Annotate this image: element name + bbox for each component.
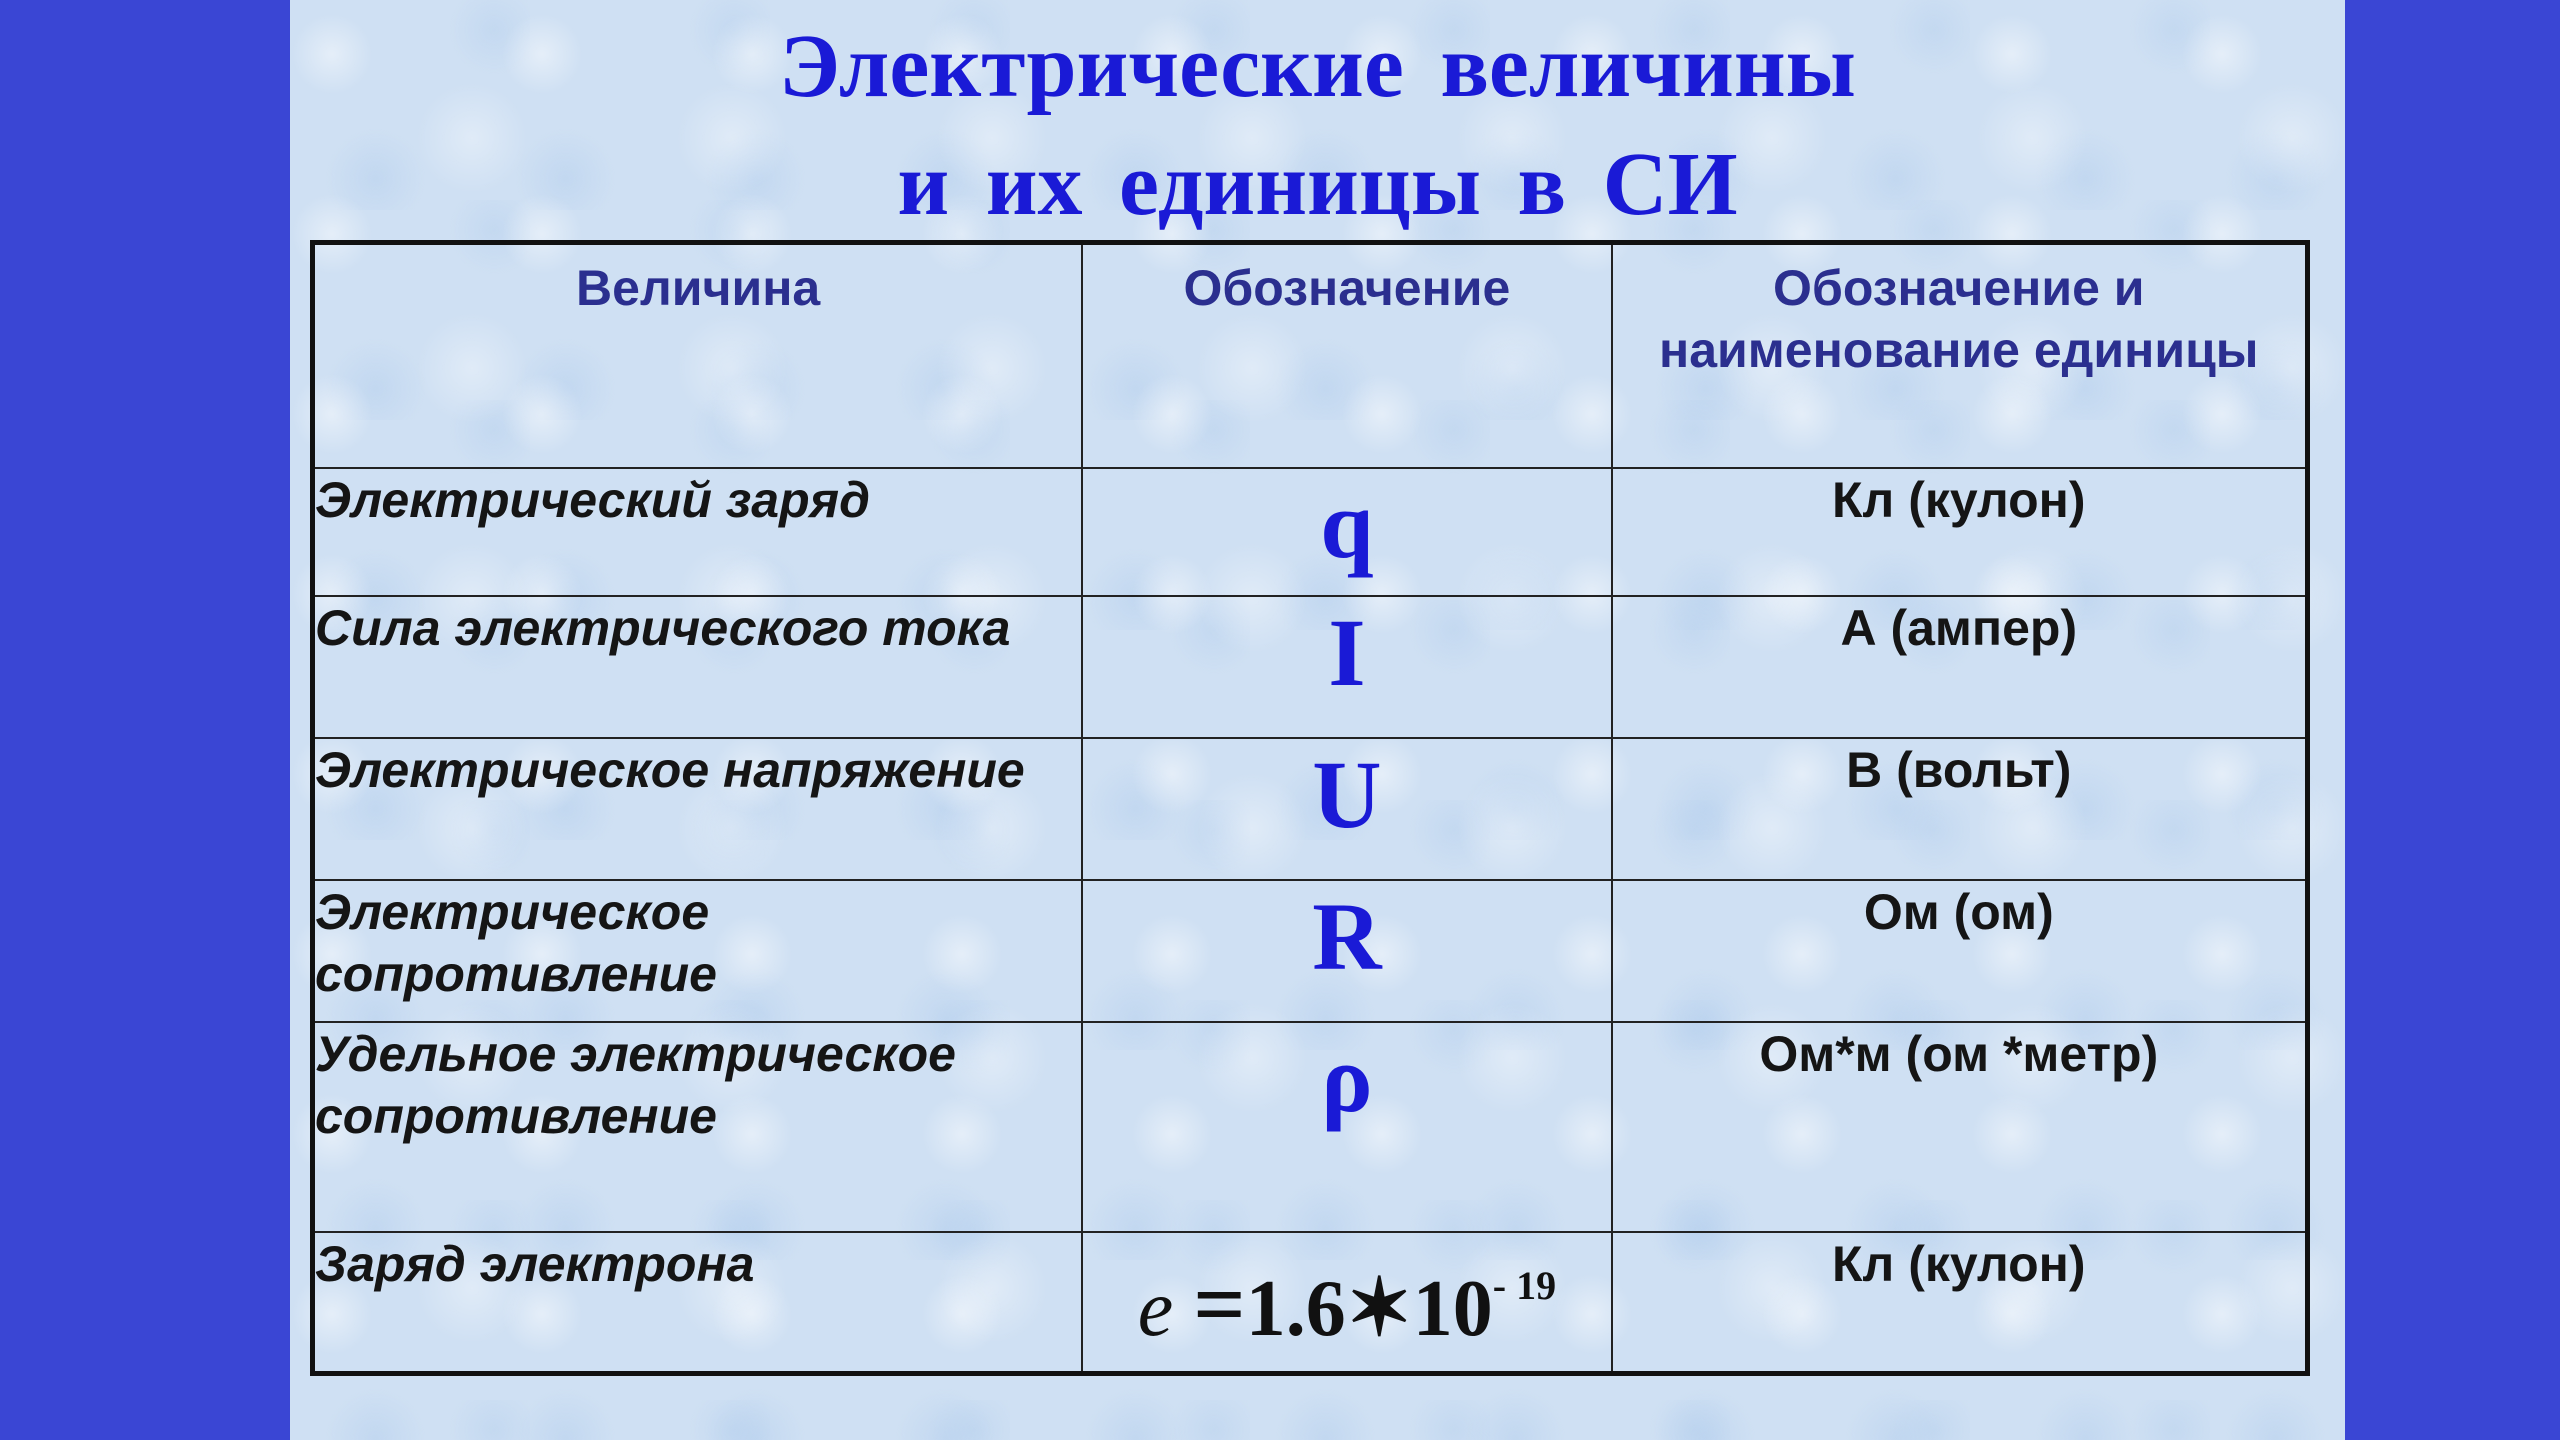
slide xyxy=(290,0,2345,1440)
unit-cell: А (ампер) xyxy=(1612,596,2308,738)
header-symbol: Обозначение xyxy=(1082,243,1611,469)
symbol-cell: I xyxy=(1082,596,1611,738)
slide-title xyxy=(290,8,2345,244)
quantity-cell: Электрическое сопротивление xyxy=(313,880,1083,1022)
header-unit: Обозначение и наименование единицы xyxy=(1612,243,2308,469)
table-row xyxy=(313,738,2308,880)
quantity-cell: Заряд электрона xyxy=(313,1232,1083,1374)
unit-cell: Ом (ом) xyxy=(1612,880,2308,1022)
table-row xyxy=(313,880,2308,1022)
electron-charge-formula xyxy=(1138,1251,1556,1357)
table-row xyxy=(313,1232,2308,1374)
formula-cell xyxy=(1082,1232,1611,1374)
formula-times: ✶ xyxy=(1345,1265,1413,1353)
quantity-cell: Сила электрического тока xyxy=(313,596,1083,738)
slide-title-line-1: Электрические величины xyxy=(779,17,1856,116)
formula-mantissa: 1.6 xyxy=(1245,1265,1346,1353)
table-row xyxy=(313,1022,2308,1232)
quantity-cell: Электрический заряд xyxy=(313,468,1083,596)
formula-equals: = xyxy=(1193,1253,1246,1355)
unit-cell: Кл (кулон) xyxy=(1612,1232,2308,1374)
quantity-cell: Удельное электрическое сопротивление xyxy=(313,1022,1083,1232)
header-quantity: Величина xyxy=(313,243,1083,469)
symbol-cell: U xyxy=(1082,738,1611,880)
table-header-row xyxy=(313,243,2308,469)
units-table xyxy=(310,240,2310,1376)
symbol-cell: ρ xyxy=(1082,1022,1611,1232)
formula-variable: e xyxy=(1137,1265,1174,1353)
table-row xyxy=(313,468,2308,596)
slide-title-line-2: и их единицы в СИ xyxy=(897,135,1738,234)
formula-exponent: - 19 xyxy=(1492,1263,1557,1308)
quantity-cell: Электрическое напряжение xyxy=(313,738,1083,880)
unit-cell: Кл (кулон) xyxy=(1612,468,2308,596)
symbol-cell: q xyxy=(1082,468,1611,596)
table-row xyxy=(313,596,2308,738)
symbol-cell: R xyxy=(1082,880,1611,1022)
unit-cell: Ом*м (ом *метр) xyxy=(1612,1022,2308,1232)
unit-cell: В (вольт) xyxy=(1612,738,2308,880)
formula-base: 10 xyxy=(1412,1265,1493,1353)
